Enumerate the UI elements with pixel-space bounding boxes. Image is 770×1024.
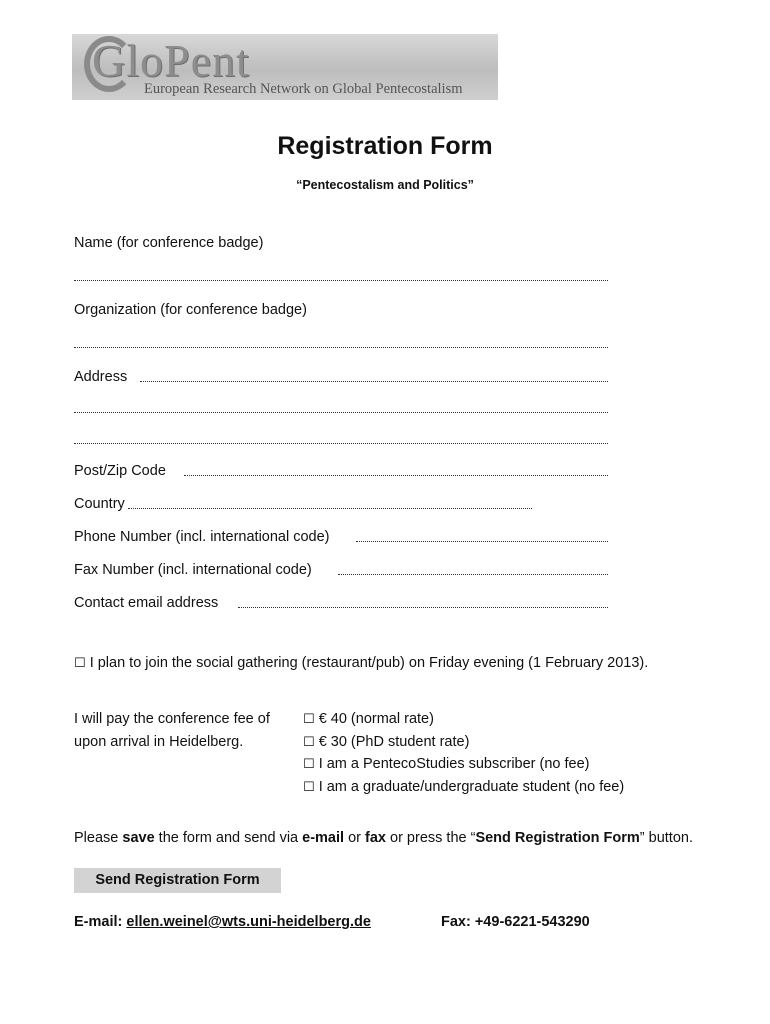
fee-normal-label: € 40 (normal rate) — [318, 711, 434, 727]
fee-option-normal[interactable] — [303, 710, 434, 729]
fee-phd-checkbox[interactable]: ☐ — [303, 735, 315, 750]
social-gathering-option[interactable] — [74, 654, 648, 673]
country-field[interactable] — [128, 508, 532, 509]
name-label: Name (for conference badge) — [74, 235, 264, 251]
instructions-text: or — [344, 830, 366, 846]
fee-subscriber-checkbox[interactable]: ☐ — [303, 757, 315, 772]
contact-fax: Fax: +49-6221-543290 — [441, 914, 590, 930]
email-field[interactable] — [238, 607, 608, 608]
email-label: Contact email address — [74, 595, 219, 611]
page-subtitle: “Pentecostalism and Politics” — [296, 178, 474, 192]
page-title: Registration Form — [277, 132, 493, 160]
fee-normal-checkbox[interactable]: ☐ — [303, 712, 315, 727]
fee-subscriber-label: I am a PentecoStudies subscriber (no fee) — [318, 756, 590, 772]
send-registration-button[interactable]: Send Registration Form — [74, 868, 281, 893]
instructions-text: or press the “ — [385, 830, 476, 846]
fax-field[interactable] — [338, 574, 608, 575]
country-label: Country — [74, 496, 125, 512]
address-label: Address — [74, 369, 128, 385]
logo-subtitle: European Research Network on Global Pentecostalism — [144, 81, 463, 97]
logo-name: GloPent — [92, 35, 250, 86]
instructions-email: e-mail — [302, 830, 345, 846]
social-gathering-checkbox[interactable]: ☐ — [74, 656, 86, 671]
address-field-line3[interactable] — [74, 443, 608, 444]
fee-text-line1: I will pay the conference fee of — [74, 711, 270, 727]
instructions-text: the form and send via — [154, 830, 303, 846]
instructions-text: Please — [74, 830, 123, 846]
organization-label: Organization (for conference badge) — [74, 302, 307, 318]
fee-text-line2: upon arrival in Heidelberg. — [74, 734, 244, 750]
postcode-label: Post/Zip Code — [74, 463, 166, 479]
postcode-field[interactable] — [184, 475, 608, 476]
contact-email — [74, 913, 371, 931]
fee-option-phd[interactable] — [303, 733, 469, 752]
instructions-save: save — [122, 830, 155, 846]
name-field[interactable] — [74, 280, 608, 281]
address-field-line2[interactable] — [74, 412, 608, 413]
instructions-fax: fax — [365, 830, 386, 846]
fee-student-checkbox[interactable]: ☐ — [303, 780, 315, 795]
phone-field[interactable] — [356, 541, 608, 542]
email-link[interactable]: ellen.weinel@wts.uni-heidelberg.de — [126, 914, 371, 930]
instructions-text: ” button. — [639, 830, 693, 846]
fee-student-label: I am a graduate/undergraduate student (no fee) — [318, 779, 625, 795]
organization-field[interactable] — [74, 347, 608, 348]
phone-label: Phone Number (incl. international code) — [74, 529, 330, 545]
address-field-line1[interactable] — [140, 381, 608, 382]
social-gathering-label: I plan to join the social gathering (restaurant/pub) on Friday evening (1 February 2013). — [89, 655, 649, 671]
email-label: E-mail: — [74, 914, 123, 930]
fax-label: Fax Number (incl. international code) — [74, 562, 312, 578]
instructions-send-button-name: Send Registration Form — [475, 830, 640, 846]
fee-option-student[interactable] — [303, 778, 624, 797]
fee-option-subscriber[interactable] — [303, 755, 590, 774]
fee-phd-label: € 30 (PhD student rate) — [318, 734, 470, 750]
instructions — [74, 830, 704, 847]
